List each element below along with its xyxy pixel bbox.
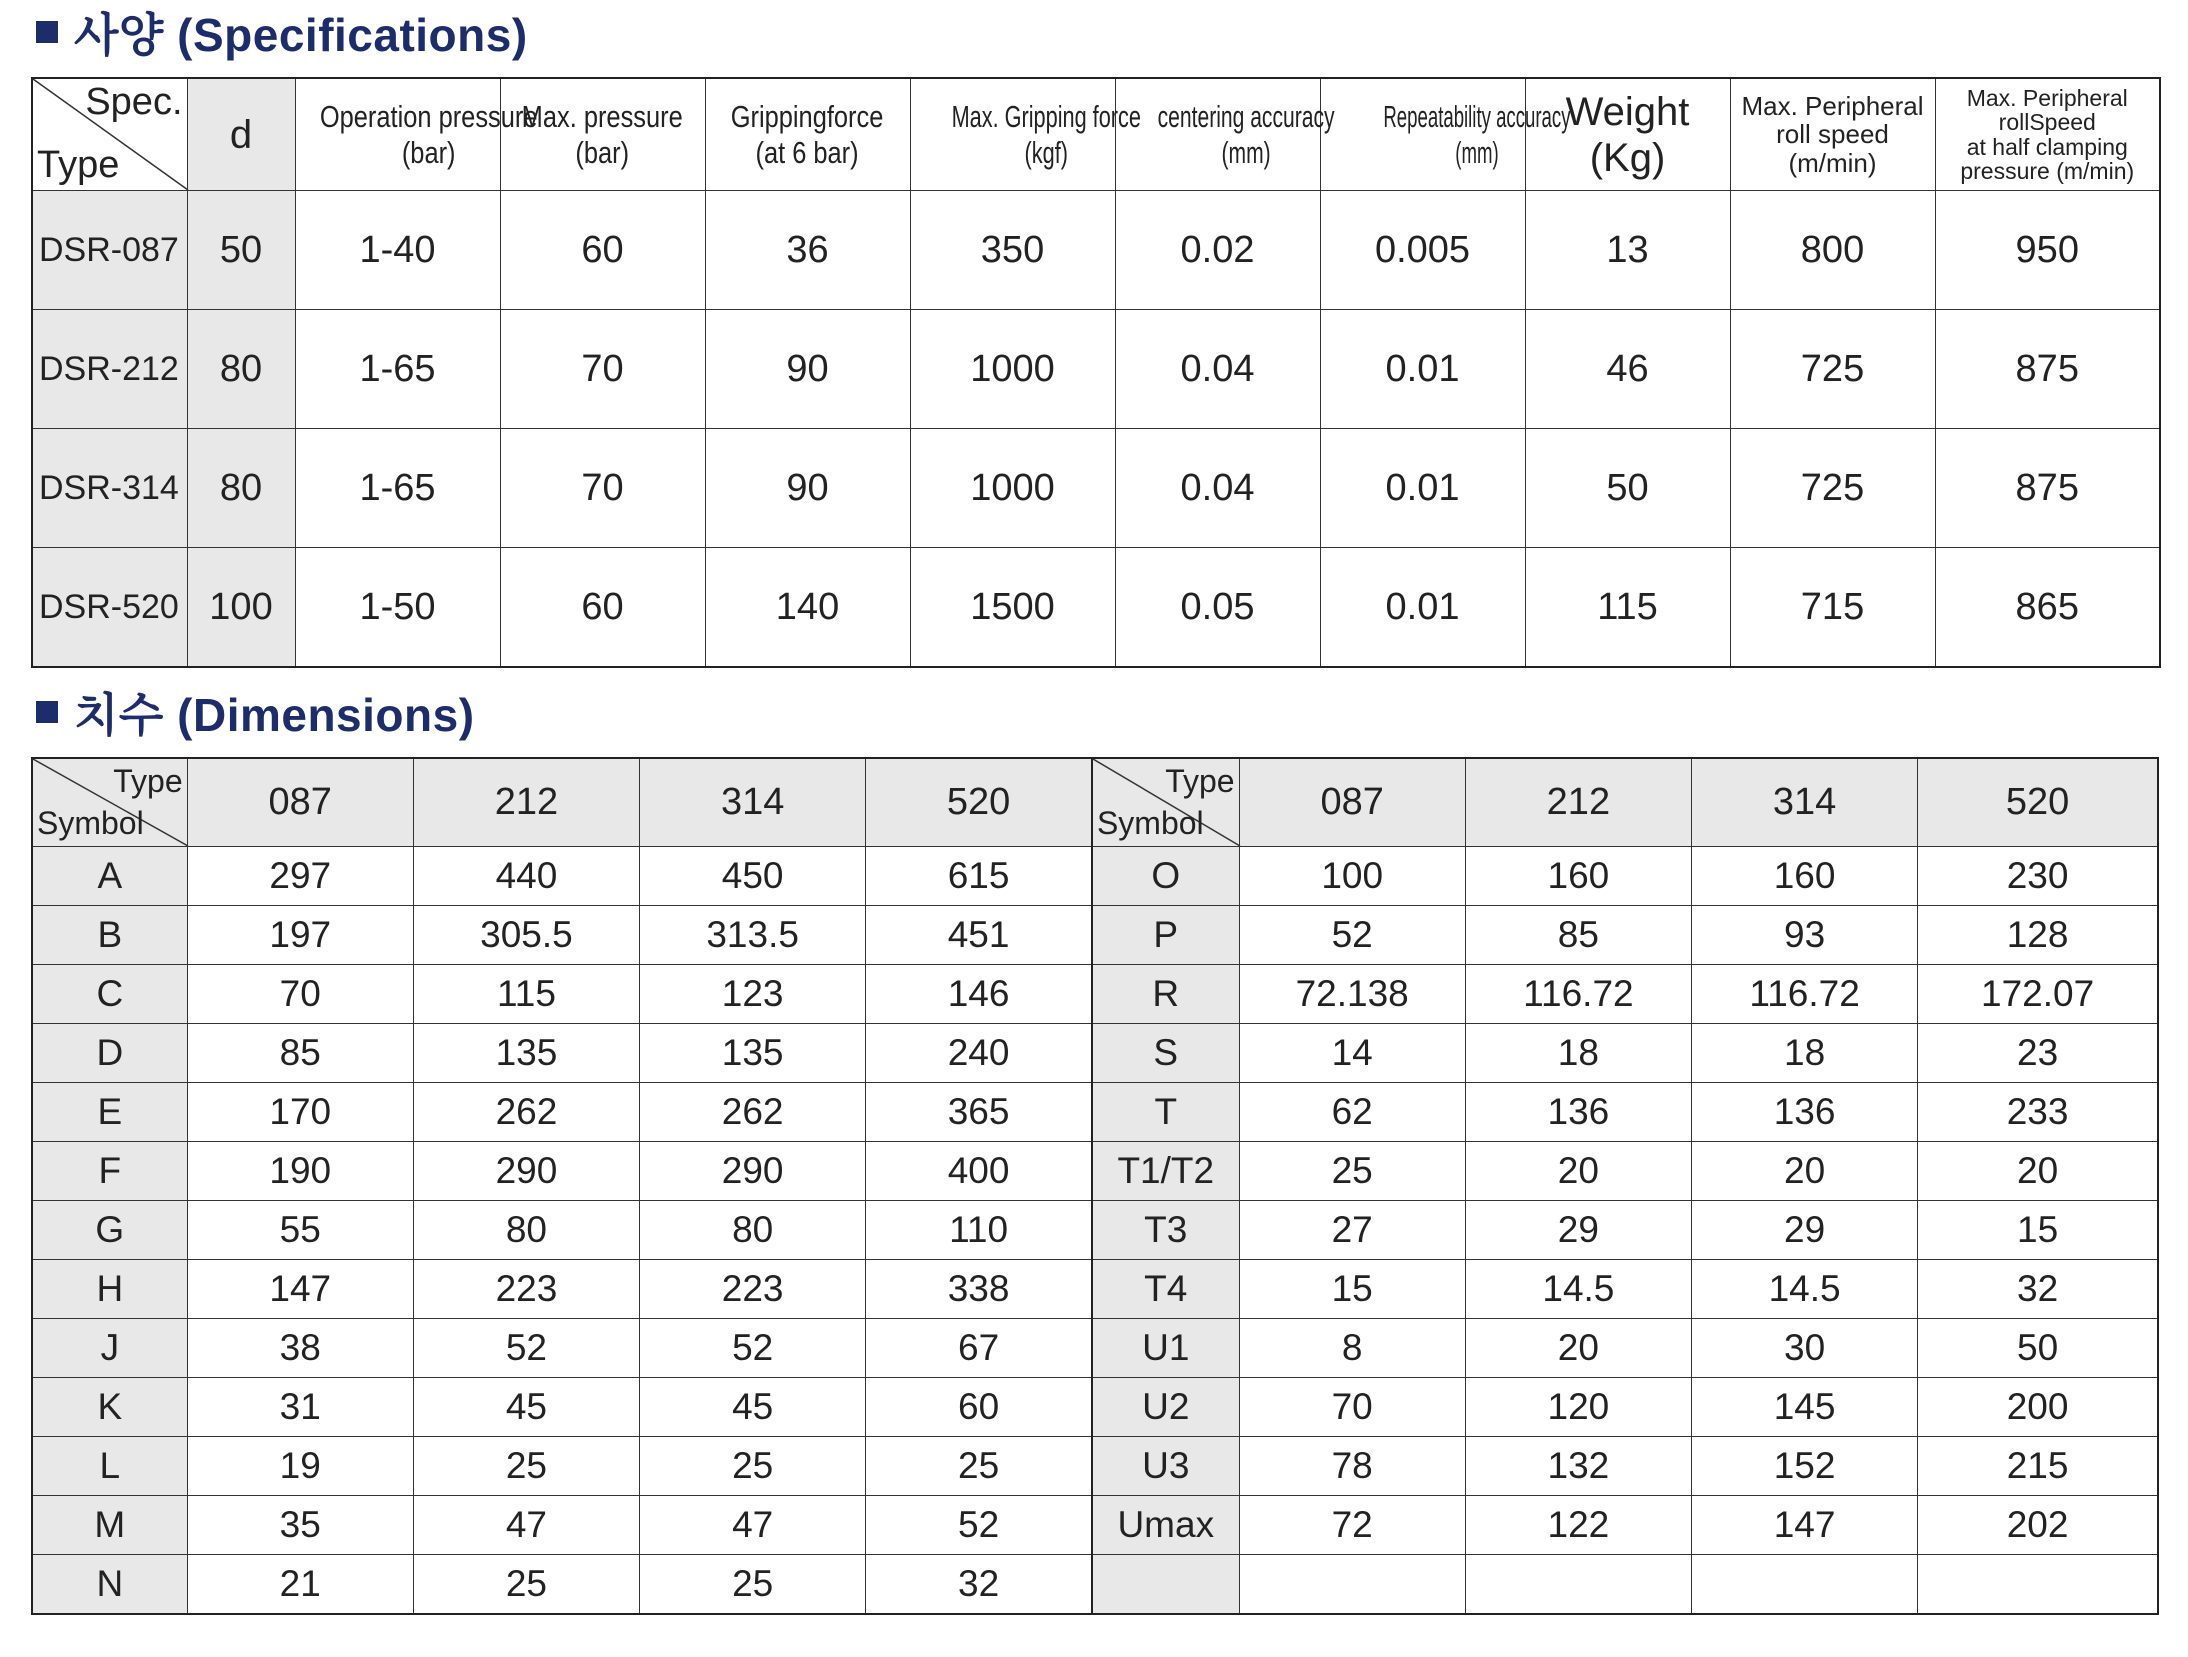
dim-header-type: 314 (640, 758, 866, 847)
dim-value-cell: 45 (640, 1378, 866, 1437)
dim-symbol-cell (1092, 1555, 1239, 1615)
dim-value-cell: 38 (187, 1319, 413, 1378)
dim-row (32, 965, 2158, 1024)
spec-value-cell: 1-40 (295, 191, 500, 310)
spec-value-cell: 70 (500, 429, 705, 548)
spec-header-max-pressure: Max. pressure (bar) (500, 78, 705, 191)
dim-value-cell: 116.72 (1465, 965, 1691, 1024)
dim-value-cell: 60 (866, 1378, 1092, 1437)
spec-value-cell: 725 (1730, 429, 1935, 548)
dim-value-cell: 152 (1691, 1437, 1917, 1496)
dim-value-cell: 338 (866, 1260, 1092, 1319)
dim-row (32, 1083, 2158, 1142)
spec-value-cell: 1000 (910, 310, 1115, 429)
dim-value-cell: 80 (640, 1201, 866, 1260)
dimensions-title-text: 치수 (Dimensions) (74, 689, 475, 741)
spec-type-cell: DSR-087 (32, 191, 187, 310)
dim-value-cell: 120 (1465, 1378, 1691, 1437)
dim-symbol-cell: D (32, 1024, 187, 1083)
dim-value-cell: 20 (1465, 1319, 1691, 1378)
dim-value-cell: 313.5 (640, 906, 866, 965)
dim-value-cell: 35 (187, 1496, 413, 1555)
dim-value-cell (1918, 1555, 2158, 1615)
dim-symbol-cell: T1/T2 (1092, 1142, 1239, 1201)
specifications-title-text: 사양 (Specifications) (74, 9, 528, 61)
dim-header-type: 087 (187, 758, 413, 847)
dim-symbol-cell: U3 (1092, 1437, 1239, 1496)
dim-row (32, 1142, 2158, 1201)
dim-row (32, 1024, 2158, 1083)
spec-header-half-clamp-roll-speed: Max. Peripheral rollSpeed at half clamping pressure (m/min) (1935, 78, 2160, 191)
dim-symbol-cell: G (32, 1201, 187, 1260)
dim-value-cell (1691, 1555, 1917, 1615)
spec-value-cell: 50 (187, 191, 295, 310)
dim-value-cell: 147 (1691, 1496, 1917, 1555)
dim-value-cell: 190 (187, 1142, 413, 1201)
spec-value-cell: 50 (1525, 429, 1730, 548)
spec-value-cell: 80 (187, 310, 295, 429)
dim-symbol-cell: A (32, 847, 187, 906)
dim-value-cell: 145 (1691, 1378, 1917, 1437)
dim-value-cell: 14 (1239, 1024, 1465, 1083)
spec-value-cell: 725 (1730, 310, 1935, 429)
spec-value-cell: 100 (187, 548, 295, 668)
dim-value-cell: 25 (640, 1437, 866, 1496)
dim-value-cell: 170 (187, 1083, 413, 1142)
dim-row (32, 1260, 2158, 1319)
dim-value-cell: 45 (413, 1378, 639, 1437)
dim-symbol-cell: N (32, 1555, 187, 1615)
dim-symbol-cell: R (1092, 965, 1239, 1024)
dim-symbol-cell: E (32, 1083, 187, 1142)
dim-value-cell: 290 (413, 1142, 639, 1201)
specifications-title (36, 4, 528, 60)
dim-value-cell: 32 (866, 1555, 1092, 1615)
dim-value-cell: 55 (187, 1201, 413, 1260)
dim-value-cell: 47 (640, 1496, 866, 1555)
dimensions-title (36, 684, 475, 740)
dim-value-cell: 136 (1465, 1083, 1691, 1142)
dim-value-cell: 116.72 (1691, 965, 1917, 1024)
dim-value-cell: 160 (1465, 847, 1691, 906)
spec-value-cell: 875 (1935, 310, 2160, 429)
dim-value-cell: 136 (1691, 1083, 1917, 1142)
dim-value-cell: 450 (640, 847, 866, 906)
dim-value-cell: 8 (1239, 1319, 1465, 1378)
spec-row (32, 191, 2160, 310)
dim-symbol-cell: B (32, 906, 187, 965)
dim-value-cell: 115 (413, 965, 639, 1024)
dim-row (32, 1555, 2158, 1615)
dim-value-cell: 52 (640, 1319, 866, 1378)
spec-corner-bottom-label: Type (37, 144, 120, 187)
dim-value-cell: 31 (187, 1378, 413, 1437)
spec-header-gripping-force: Grippingforce (at 6 bar) (705, 78, 910, 191)
dim-value-cell: 29 (1691, 1201, 1917, 1260)
spec-value-cell: 1-65 (295, 429, 500, 548)
spec-value-cell: 36 (705, 191, 910, 310)
dim-value-cell: 32 (1918, 1260, 2158, 1319)
dim-symbol-cell: U2 (1092, 1378, 1239, 1437)
dim-value-cell: 400 (866, 1142, 1092, 1201)
dim-value-cell: 160 (1691, 847, 1917, 906)
dim-value-cell: 197 (187, 906, 413, 965)
spec-row (32, 548, 2160, 668)
spec-value-cell: 90 (705, 310, 910, 429)
dim-value-cell: 70 (187, 965, 413, 1024)
dim-value-cell: 172.07 (1918, 965, 2158, 1024)
dim-value-cell: 110 (866, 1201, 1092, 1260)
spec-value-cell: 0.01 (1320, 429, 1525, 548)
dim-symbol-cell: T4 (1092, 1260, 1239, 1319)
dim-corner-bottom-label: Symbol (1096, 805, 1204, 841)
spec-value-cell: 140 (705, 548, 910, 668)
dim-symbol-cell: T (1092, 1083, 1239, 1142)
dim-value-cell: 202 (1918, 1496, 2158, 1555)
spec-value-cell: 80 (187, 429, 295, 548)
dim-value-cell: 15 (1239, 1260, 1465, 1319)
dim-corner-cell-left (32, 758, 187, 847)
dim-value-cell: 262 (640, 1083, 866, 1142)
dim-value-cell (1239, 1555, 1465, 1615)
dim-value-cell: 85 (1465, 906, 1691, 965)
spec-value-cell: 1500 (910, 548, 1115, 668)
dim-value-cell: 297 (187, 847, 413, 906)
dim-row (32, 1437, 2158, 1496)
dim-value-cell: 100 (1239, 847, 1465, 906)
dim-value-cell: 451 (866, 906, 1092, 965)
dim-value-cell: 62 (1239, 1083, 1465, 1142)
dim-value-cell: 30 (1691, 1319, 1917, 1378)
dim-header-type: 314 (1691, 758, 1917, 847)
dim-value-cell: 52 (1239, 906, 1465, 965)
spec-value-cell: 0.01 (1320, 310, 1525, 429)
spec-header-peripheral-roll-speed: Max. Peripheral roll speed (m/min) (1730, 78, 1935, 191)
spec-value-cell: 115 (1525, 548, 1730, 668)
dim-value-cell: 20 (1465, 1142, 1691, 1201)
dim-value-cell: 85 (187, 1024, 413, 1083)
dim-symbol-cell: L (32, 1437, 187, 1496)
dim-header-row (32, 758, 2158, 847)
dim-header-type: 520 (866, 758, 1092, 847)
dim-symbol-cell: M (32, 1496, 187, 1555)
dim-value-cell: 25 (413, 1555, 639, 1615)
dim-value-cell: 128 (1918, 906, 2158, 965)
spec-value-cell: 1-65 (295, 310, 500, 429)
specifications-table (31, 77, 2161, 668)
dim-header-type: 520 (1918, 758, 2158, 847)
dim-value-cell: 290 (640, 1142, 866, 1201)
dim-symbol-cell: C (32, 965, 187, 1024)
spec-value-cell: 715 (1730, 548, 1935, 668)
dim-value-cell: 147 (187, 1260, 413, 1319)
spec-value-cell: 60 (500, 548, 705, 668)
dim-corner-bottom-label: Symbol (37, 805, 144, 841)
dim-symbol-cell: Umax (1092, 1496, 1239, 1555)
dim-row (32, 1378, 2158, 1437)
spec-corner-cell (32, 78, 187, 191)
spec-value-cell: 13 (1525, 191, 1730, 310)
dim-value-cell: 14.5 (1465, 1260, 1691, 1319)
spec-type-cell: DSR-520 (32, 548, 187, 668)
dim-value-cell: 132 (1465, 1437, 1691, 1496)
dim-value-cell: 123 (640, 965, 866, 1024)
spec-header-weight: Weight (Kg) (1525, 78, 1730, 191)
spec-value-cell: 800 (1730, 191, 1935, 310)
dim-value-cell: 50 (1918, 1319, 2158, 1378)
dim-value-cell: 230 (1918, 847, 2158, 906)
dim-symbol-cell: J (32, 1319, 187, 1378)
dim-value-cell: 223 (640, 1260, 866, 1319)
spec-corner-top-label: Spec. (85, 81, 183, 123)
dim-row (32, 906, 2158, 965)
dim-symbol-cell: U1 (1092, 1319, 1239, 1378)
dim-value-cell: 47 (413, 1496, 639, 1555)
dim-value-cell (1465, 1555, 1691, 1615)
dim-value-cell: 18 (1691, 1024, 1917, 1083)
spec-header-operation-pressure: Operation pressure (bar) (295, 78, 500, 191)
dim-value-cell: 29 (1465, 1201, 1691, 1260)
square-bullet-icon (36, 21, 58, 43)
spec-row (32, 429, 2160, 548)
dim-header-type: 212 (413, 758, 639, 847)
dim-value-cell: 146 (866, 965, 1092, 1024)
spec-value-cell: 46 (1525, 310, 1730, 429)
dim-value-cell: 93 (1691, 906, 1917, 965)
spec-value-cell: 875 (1935, 429, 2160, 548)
spec-value-cell: 0.05 (1115, 548, 1320, 668)
dim-value-cell: 14.5 (1691, 1260, 1917, 1319)
dim-value-cell: 223 (413, 1260, 639, 1319)
dim-value-cell: 365 (866, 1083, 1092, 1142)
dim-value-cell: 27 (1239, 1201, 1465, 1260)
dim-symbol-cell: K (32, 1378, 187, 1437)
dim-header-type: 087 (1239, 758, 1465, 847)
dim-value-cell: 80 (413, 1201, 639, 1260)
spec-value-cell: 350 (910, 191, 1115, 310)
spec-value-cell: 0.01 (1320, 548, 1525, 668)
dim-value-cell: 20 (1918, 1142, 2158, 1201)
dim-value-cell: 615 (866, 847, 1092, 906)
dim-value-cell: 21 (187, 1555, 413, 1615)
spec-value-cell: 1000 (910, 429, 1115, 548)
spec-header-d: d (187, 78, 295, 191)
dim-corner-cell-right (1092, 758, 1239, 847)
dim-symbol-cell: S (1092, 1024, 1239, 1083)
dim-value-cell: 25 (640, 1555, 866, 1615)
dim-value-cell: 25 (866, 1437, 1092, 1496)
dim-value-cell: 233 (1918, 1083, 2158, 1142)
dim-value-cell: 215 (1918, 1437, 2158, 1496)
spec-type-cell: DSR-212 (32, 310, 187, 429)
dim-value-cell: 440 (413, 847, 639, 906)
spec-value-cell: 0.02 (1115, 191, 1320, 310)
dim-value-cell: 20 (1691, 1142, 1917, 1201)
dim-row (32, 1201, 2158, 1260)
spec-value-cell: 950 (1935, 191, 2160, 310)
dim-value-cell: 70 (1239, 1378, 1465, 1437)
dim-value-cell: 52 (413, 1319, 639, 1378)
dim-value-cell: 78 (1239, 1437, 1465, 1496)
dim-value-cell: 262 (413, 1083, 639, 1142)
spec-value-cell: 90 (705, 429, 910, 548)
dim-value-cell: 122 (1465, 1496, 1691, 1555)
dim-value-cell: 52 (866, 1496, 1092, 1555)
spec-header-row (32, 78, 2160, 191)
dim-value-cell: 19 (187, 1437, 413, 1496)
dimensions-table (31, 757, 2159, 1615)
dim-value-cell: 23 (1918, 1024, 2158, 1083)
spec-header-centering-accuracy: centering accuracy (mm) (1115, 78, 1320, 191)
dim-symbol-cell: T3 (1092, 1201, 1239, 1260)
dim-corner-top-label: Type (1165, 763, 1235, 799)
dim-corner-top-label: Type (113, 763, 183, 799)
spec-value-cell: 70 (500, 310, 705, 429)
dim-value-cell: 135 (640, 1024, 866, 1083)
spec-value-cell: 1-50 (295, 548, 500, 668)
spec-type-cell: DSR-314 (32, 429, 187, 548)
dim-value-cell: 240 (866, 1024, 1092, 1083)
dim-symbol-cell: P (1092, 906, 1239, 965)
dim-row (32, 1319, 2158, 1378)
spec-header-repeatability-accuracy: Repeatability accuracy (mm) (1320, 78, 1525, 191)
dim-symbol-cell: F (32, 1142, 187, 1201)
dim-value-cell: 15 (1918, 1201, 2158, 1260)
dim-row (32, 1496, 2158, 1555)
dim-symbol-cell: O (1092, 847, 1239, 906)
dim-row (32, 847, 2158, 906)
dim-header-type: 212 (1465, 758, 1691, 847)
dim-value-cell: 67 (866, 1319, 1092, 1378)
spec-header-max-gripping-force: Max. Gripping force (kgf) (910, 78, 1115, 191)
dim-value-cell: 200 (1918, 1378, 2158, 1437)
dim-value-cell: 18 (1465, 1024, 1691, 1083)
spec-value-cell: 0.04 (1115, 429, 1320, 548)
dim-value-cell: 72.138 (1239, 965, 1465, 1024)
dim-value-cell: 135 (413, 1024, 639, 1083)
spec-value-cell: 60 (500, 191, 705, 310)
spec-value-cell: 0.04 (1115, 310, 1320, 429)
dim-value-cell: 305.5 (413, 906, 639, 965)
spec-value-cell: 0.005 (1320, 191, 1525, 310)
dim-value-cell: 72 (1239, 1496, 1465, 1555)
dim-symbol-cell: H (32, 1260, 187, 1319)
dim-value-cell: 25 (413, 1437, 639, 1496)
spec-row (32, 310, 2160, 429)
dim-value-cell: 25 (1239, 1142, 1465, 1201)
square-bullet-icon (36, 701, 58, 723)
spec-value-cell: 865 (1935, 548, 2160, 668)
